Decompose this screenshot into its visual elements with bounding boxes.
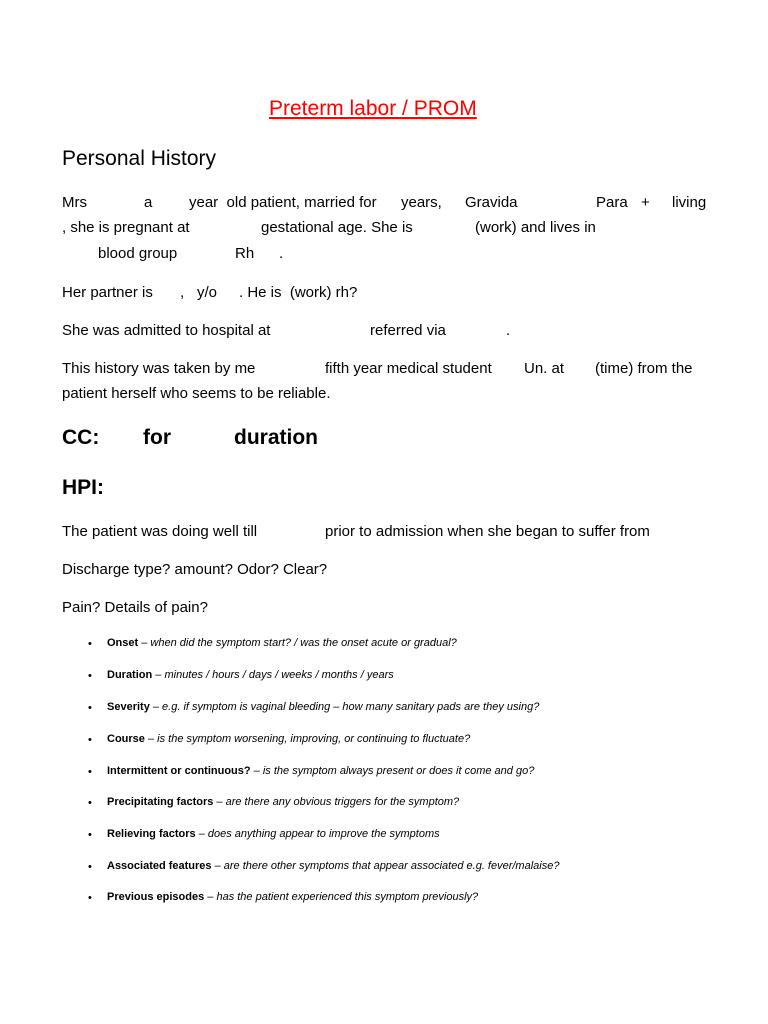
history-text: Gravida — [465, 194, 518, 211]
history-text: blood group — [98, 245, 178, 262]
item-dash: – — [204, 891, 217, 903]
history-taker-text: Un. at — [524, 360, 565, 377]
item-term: Duration — [107, 669, 153, 681]
item-dash: – — [138, 637, 151, 649]
bullet-icon: • — [88, 670, 92, 682]
bullet-icon: • — [88, 892, 92, 904]
bullet-icon: • — [88, 861, 92, 873]
item-term: Precipitating factors — [107, 796, 214, 808]
hpi-heading: HPI: — [62, 476, 104, 499]
discharge-question: Discharge type? amount? Odor? Clear? — [62, 561, 328, 578]
history-text: Rh — [235, 245, 255, 262]
bullet-icon: • — [88, 797, 92, 809]
history-text: a — [144, 194, 153, 211]
item-description: does anything appear to improve the symptoms — [207, 828, 440, 840]
history-text: Mrs — [62, 194, 87, 211]
history-text: . — [279, 245, 284, 262]
history-taker-text: This history was taken by me — [62, 360, 256, 377]
item-description: has the patient experienced this symptom previously? — [216, 891, 479, 903]
personal-history-heading: Personal History — [62, 147, 217, 170]
item-term: Severity — [107, 701, 150, 713]
item-dash: – — [213, 796, 226, 808]
item-description: minutes / hours / days / weeks / months / years — [164, 669, 394, 681]
history-taker-text: fifth year medical student — [325, 360, 492, 377]
item-dash: – — [149, 701, 163, 713]
admission-text: referred via — [370, 322, 446, 339]
item-dash: – — [144, 733, 158, 745]
partner-text: . He is (work) rh? — [239, 284, 358, 301]
item-term: Relieving factors — [107, 828, 196, 840]
chief-complaint-label: CC: — [62, 426, 100, 449]
hpi-text: prior to admission when she began to suffer from — [325, 523, 650, 540]
item-description: are there other symptoms that appear associated e.g. fever/malaise? — [223, 860, 560, 872]
item-description: when did the symptom start? / was the onset acute or gradual? — [150, 637, 457, 649]
bullet-icon: • — [88, 702, 92, 714]
item-description: e.g. if symptom is vaginal bleeding – how many sanitary pads are they using? — [162, 701, 540, 713]
bullet-icon: • — [88, 766, 92, 778]
history-text: year old patient, married for — [189, 194, 377, 211]
bullet-icon: • — [88, 638, 92, 650]
history-text: gestational age. She is — [261, 219, 413, 236]
partner-text: Her partner is — [62, 284, 153, 301]
item-term: Course — [107, 733, 145, 745]
document-title: Preterm labor / PROM — [269, 97, 477, 120]
hpi-text: The patient was doing well till — [62, 523, 258, 540]
item-dash: – — [250, 765, 263, 777]
chief-complaint-for: for — [143, 426, 171, 449]
history-text: years, — [401, 194, 442, 211]
item-term: Previous episodes — [107, 891, 205, 903]
item-description: are there any obvious triggers for the symptom? — [225, 796, 460, 808]
bullet-icon: • — [88, 734, 92, 746]
item-dash: – — [195, 828, 208, 840]
item-description: is the symptom worsening, improving, or continuing to fluctuate? — [157, 733, 471, 745]
partner-text: , — [180, 284, 185, 301]
item-description: is the symptom always present or does it come and go? — [262, 765, 535, 777]
item-term: Intermittent or continuous? — [107, 765, 251, 777]
item-term: Associated features — [107, 860, 212, 872]
history-text: , she is pregnant at — [62, 219, 190, 236]
history-taker-text: (time) from the — [595, 360, 693, 377]
history-text: (work) and lives in — [475, 219, 596, 236]
admission-text: She was admitted to hospital at — [62, 322, 271, 339]
item-term: Onset — [107, 637, 139, 649]
item-dash: – — [152, 669, 165, 681]
history-taker-text: patient herself who seems to be reliable. — [62, 385, 331, 402]
partner-text: y/o — [197, 284, 218, 301]
history-text: Para — [596, 194, 628, 211]
admission-text: . — [506, 322, 511, 339]
chief-complaint-duration: duration — [234, 426, 318, 449]
pain-question: Pain? Details of pain? — [62, 599, 208, 616]
history-text: + — [641, 194, 650, 211]
item-dash: – — [211, 860, 224, 872]
history-text: living — [672, 194, 707, 211]
bullet-icon: • — [88, 829, 92, 841]
